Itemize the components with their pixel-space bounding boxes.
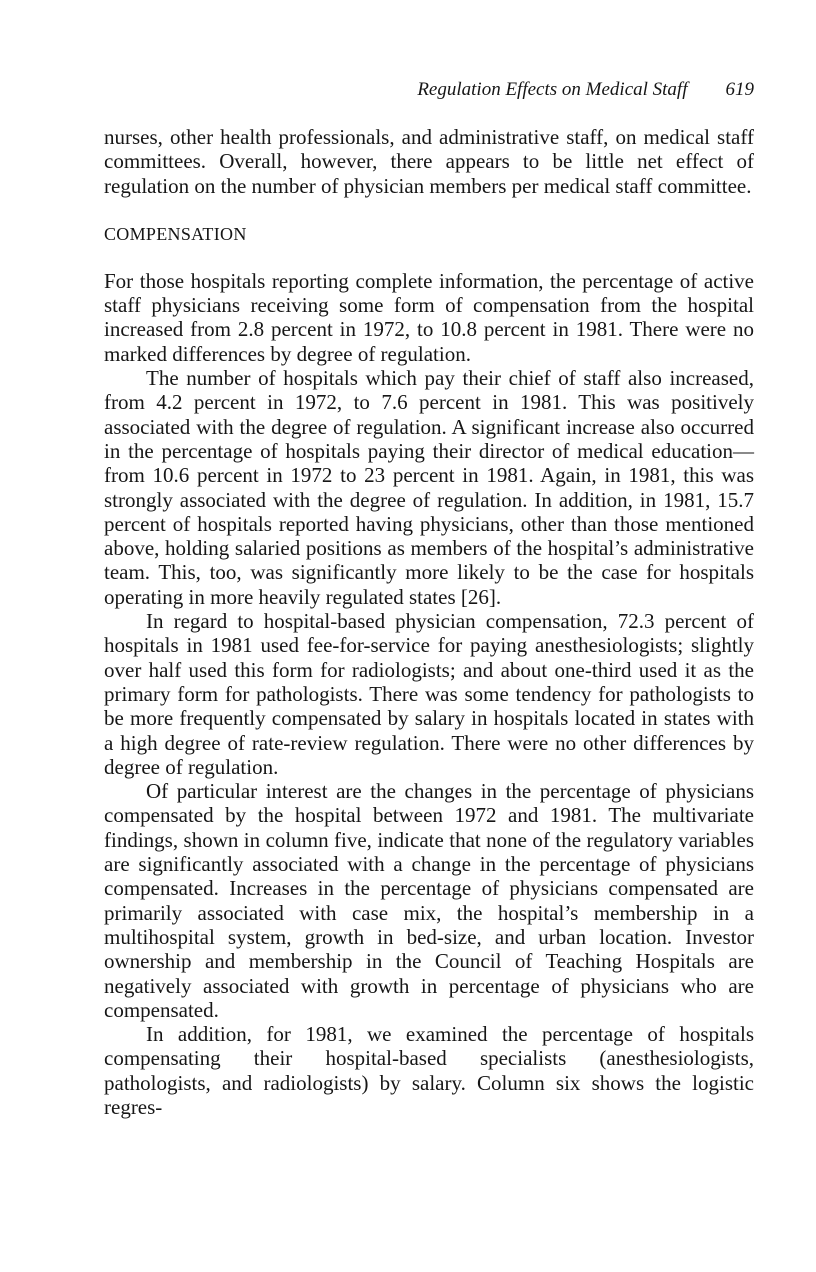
paragraph: The number of hospitals which pay their chief of staff also increased, from 4.2 percent in 1972, to 7.6 percent in 1981. This was positively associated with the degree of regulation. A significant increase also occurred in the percentage of hospitals paying their director of medical education—from 10.6 percent in 1972 to 23 percent in 1981. Again, in 1981, this was strongly associated with the degree of regulation. In addition, in 1981, 15.7 percent of hospitals reported having physicians, other than those mentioned above, holding salaried positions as members of the hospital’s administrative team. This, too, was significantly more likely to be the case for hospitals operating in more heavily regulated states [26]. [104,366,754,609]
running-head-title: Regulation Effects on Medical Staff [417,79,688,100]
page-number: 619 [725,79,754,100]
section-heading: COMPENSATION [104,223,247,244]
paragraph: In addition, for 1981, we examined the percentage of hospitals compensating their hospital-based specialists (anesthesiologists, pathologists, and radiologists) by salary. Column six shows the logistic regres- [104,1022,754,1119]
body-text [104,125,754,1119]
paragraph: For those hospitals reporting complete information, the percentage of active staff physicians receiving some form of compensation from the hospital increased from 2.8 percent in 1972, to 10.8 percent in 1981. There were no marked differences by degree of regulation. [104,268,754,366]
running-head [417,78,754,102]
paragraph: In regard to hospital-based physician compensation, 72.3 percent of hospitals in 1981 used fee-for-service for paying anesthesiologists; slightly over half used this form for radiologists; and about one-third used it as the primary form for pathologists. There was some tendency for pathologists to be more frequently compensated by salary in hospitals located in states with a high degree of rate-review regulation. There were no other differences by degree of regulation. [104,609,754,779]
paragraph-continued: nurses, other health professionals, and administrative staff, on medical staff committees. Overall, however, there appears to be little net effect of regulation on the number of physician members per medical staff committee. [104,125,754,198]
paragraph: Of particular interest are the changes in the percentage of physicians compensated by the hospital between 1972 and 1981. The multivariate findings, shown in column five, indicate that none of the regulatory variables are significantly associated with a change in the percentage of physicians compensated. Increases in the percentage of physicians compensated are primarily associated with case mix, the hospital’s membership in a multihospital system, growth in bed-size, and urban location. Investor ownership and membership in the Council of Teaching Hospitals are negatively associated with growth in percentage of physicians who are compensated. [104,779,754,1022]
